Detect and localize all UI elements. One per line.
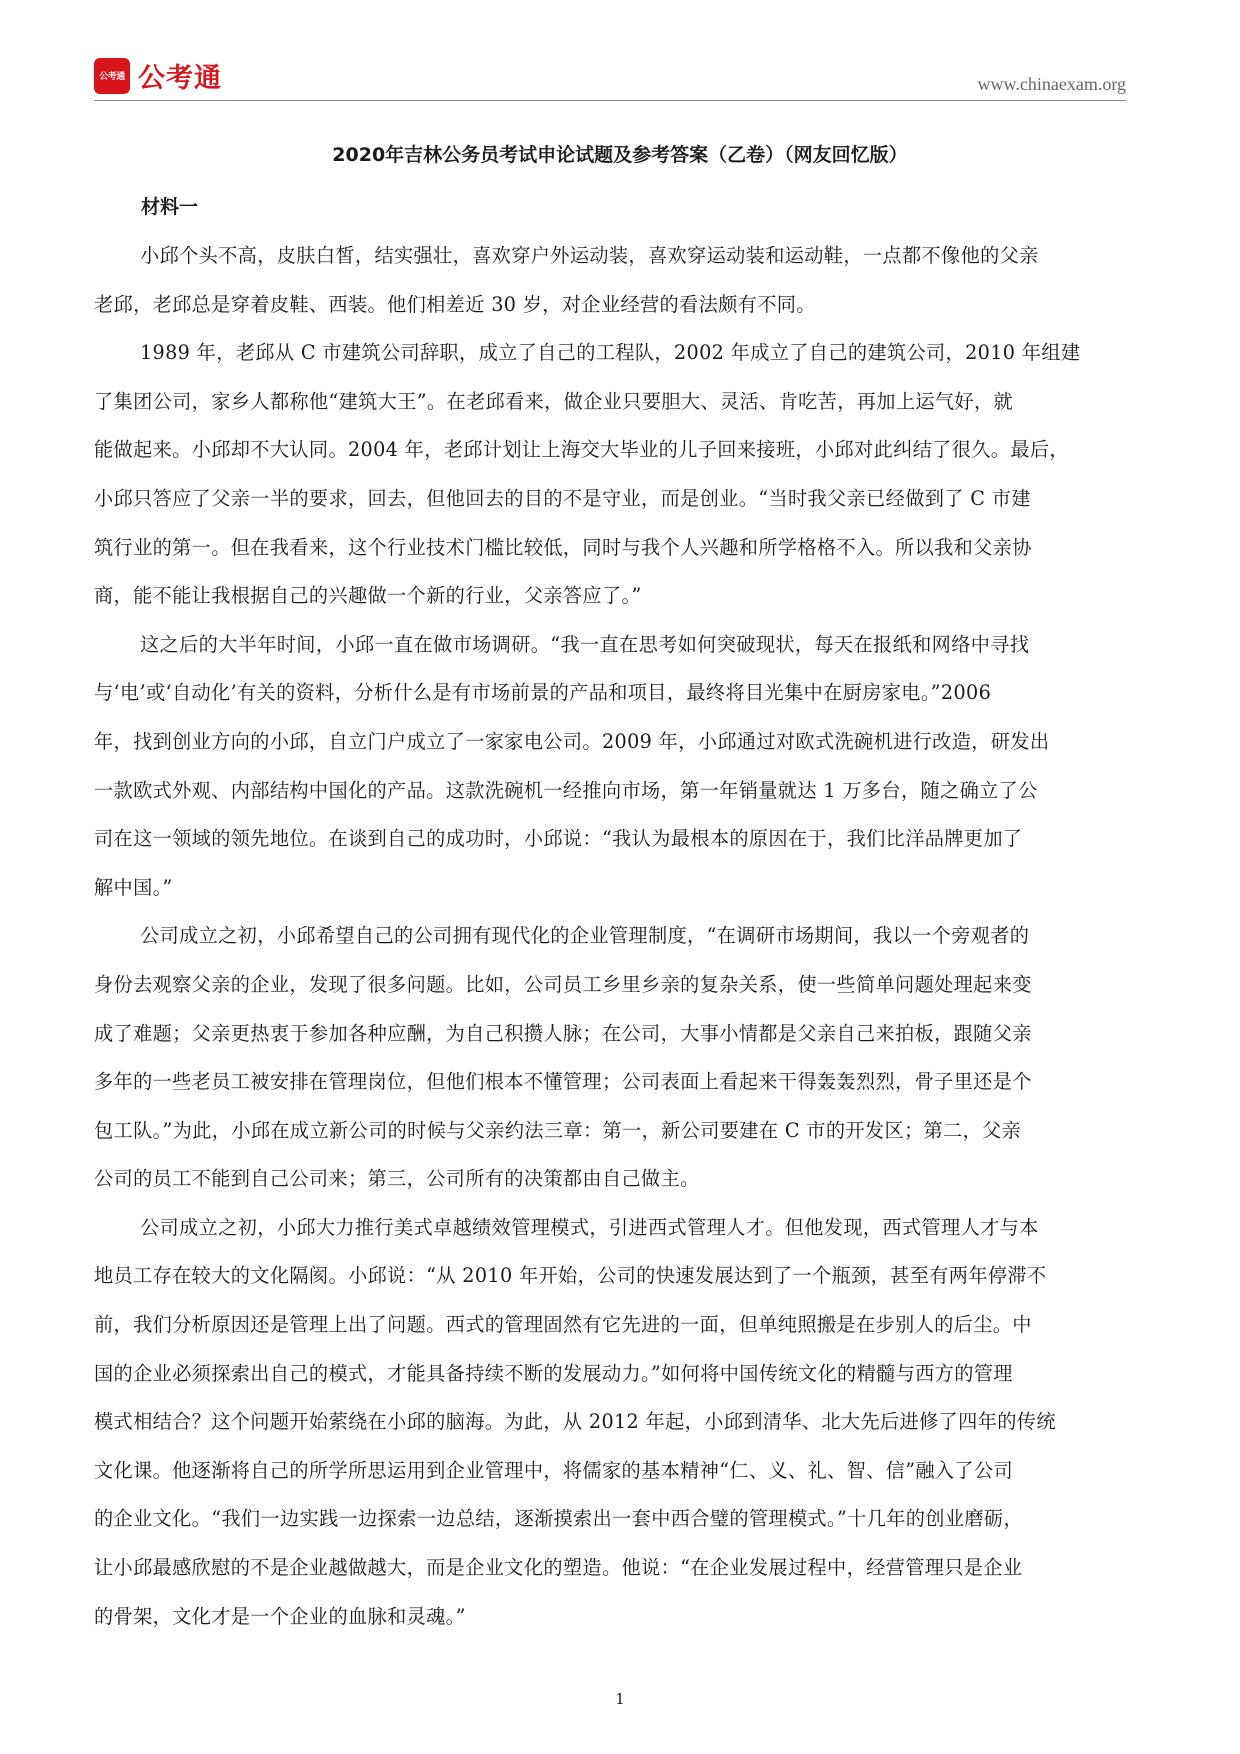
text-line: 公司成立之初，小邱大力推行美式卓越绩效管理模式，引进西式管理人才。但他发现，西式管理人才与本 — [140, 1215, 1039, 1239]
page-number: 1 — [615, 1690, 625, 1708]
text-line: 模式相结合？这个问题开始萦绕在小邱的脑海。为此，从 2012 年起，小邱到清华、北大先后进修了四年的传统 — [94, 1410, 1056, 1434]
text-line: 这之后的大半年时间，小邱一直在做市场调研。“我一直在思考如何突破现状，每天在报纸和网络中寻找 — [140, 632, 1030, 656]
text-line: 多年的一些老员工被安排在管理岗位，但他们根本不懂管理；公司表面上看起来干得轰轰烈烈，骨子里还是个 — [94, 1070, 1032, 1094]
text-line: 公司的员工不能到自己公司来；第三，公司所有的决策都由自己做主。 — [94, 1167, 700, 1191]
text-line: 地员工存在较大的文化隔阂。小邱说：“从 2010 年开始，公司的快速发展达到了一个瓶颈，甚至有两年停滞不 — [94, 1264, 1047, 1288]
text-line: 前，我们分析原因还是管理上出了问题。西式的管理固然有它先进的一面，但单纯照搬是在步别人的后尘。中 — [94, 1313, 1032, 1337]
text-line: 1989 年，老邱从 C 市建筑公司辞职，成立了自己的工程队，2002 年成立了自己的建筑公司，2010 年组建 — [140, 341, 1081, 365]
text-line: 商，能不能让我根据自己的兴趣做一个新的行业，父亲答应了。” — [94, 584, 642, 608]
text-line: 的企业文化。“我们一边实践一边探索一边总结，逐渐摸索出一套中西合璧的管理模式。”十几年的创业磨砺， — [94, 1507, 1023, 1531]
brand-logo — [94, 56, 222, 95]
logo-mark-icon: 公考通 — [94, 58, 130, 94]
text-line: 身份去观察父亲的企业，发现了很多问题。比如，公司员工乡里乡亲的复杂关系，使一些简单问题处理起来变 — [94, 972, 1032, 996]
text-line: 能做起来。小邱却不大认同。2004 年，老邱计划让上海交大毕业的儿子回来接班，小邱对此纠结了很久。最后， — [94, 438, 1069, 462]
text-line: 文化课。他逐渐将自己的所学所思运用到企业管理中，将儒家的基本精神“仁、义、礼、智、信”融入了公司 — [94, 1458, 1014, 1482]
logo-text: 公考通 — [138, 63, 222, 94]
document-body — [94, 232, 1146, 1641]
text-line: 成了难题；父亲更热衷于参加各种应酬，为自己积攒人脉；在公司，大事小情都是父亲自己来拍板，跟随父亲 — [94, 1021, 1032, 1045]
text-line: 公司成立之初，小邱希望自己的公司拥有现代化的企业管理制度，“在调研市场期间，我以一个旁观者的 — [140, 924, 1030, 948]
text-line: 与‘电’或‘自动化’有关的资料，分析什么是有市场前景的产品和项目，最终将目光集中在厨房家电。”2006 — [94, 681, 992, 705]
section-heading: 材料一 — [141, 196, 199, 218]
text-line: 国的企业必须探索出自己的模式，才能具备持续不断的发展动力。”如何将中国传统文化的精髓与西方的管理 — [94, 1361, 1013, 1385]
text-line: 的骨架，文化才是一个企业的血脉和灵魂。” — [94, 1604, 466, 1628]
text-line: 让小邱最感欣慰的不是企业越做越大，而是企业文化的塑造。他说：“在企业发展过程中，经营管理只是企业 — [94, 1556, 1023, 1580]
text-line: 解中国。” — [94, 875, 173, 899]
text-line: 了集团公司，家乡人都称他“建筑大王”。在老邱看来，做企业只要胆大、灵活、肯吃苦，再加上运气好，就 — [94, 389, 1014, 413]
text-line: 年，找到创业方向的小邱，自立门户成立了一家家电公司。2009 年，小邱通过对欧式洗碗机进行改造，研发出 — [94, 729, 1050, 753]
document-title: 2020年吉林公务员考试申论试题及参考答案（乙卷）（网友回忆版） — [332, 144, 908, 166]
site-url: www.chinaexam.org — [977, 74, 1126, 94]
text-line: 老邱，老邱总是穿着皮鞋、西装。他们相差近 30 岁，对企业经营的看法颇有不同。 — [94, 292, 816, 316]
text-line: 一款欧式外观、内部结构中国化的产品。这款洗碗机一经推向市场，第一年销量就达 1 万多台，随之确立了公 — [94, 778, 1038, 802]
text-line: 包工队。”为此，小邱在成立新公司的时候与父亲约法三章：第一，新公司要建在 C 市的开发区；第二，父亲 — [94, 1118, 1022, 1142]
text-line: 筑行业的第一。但在我看来，这个行业技术门槛比较低，同时与我个人兴趣和所学格格不入。所以我和父亲协 — [94, 535, 1032, 559]
text-line: 小邱个头不高，皮肤白皙，结实强壮，喜欢穿户外运动装，喜欢穿运动装和运动鞋，一点都不像他的父亲 — [140, 244, 1039, 267]
text-line: 小邱只答应了父亲一半的要求，回去，但他回去的目的不是守业，而是创业。“当时我父亲已经做到了 C 市建 — [94, 486, 1031, 510]
header-divider — [94, 100, 1126, 101]
text-line: 司在这一领域的领先地位。在谈到自己的成功时，小邱说：“我认为最根本的原因在于，我们比洋品牌更加了 — [94, 827, 1023, 851]
